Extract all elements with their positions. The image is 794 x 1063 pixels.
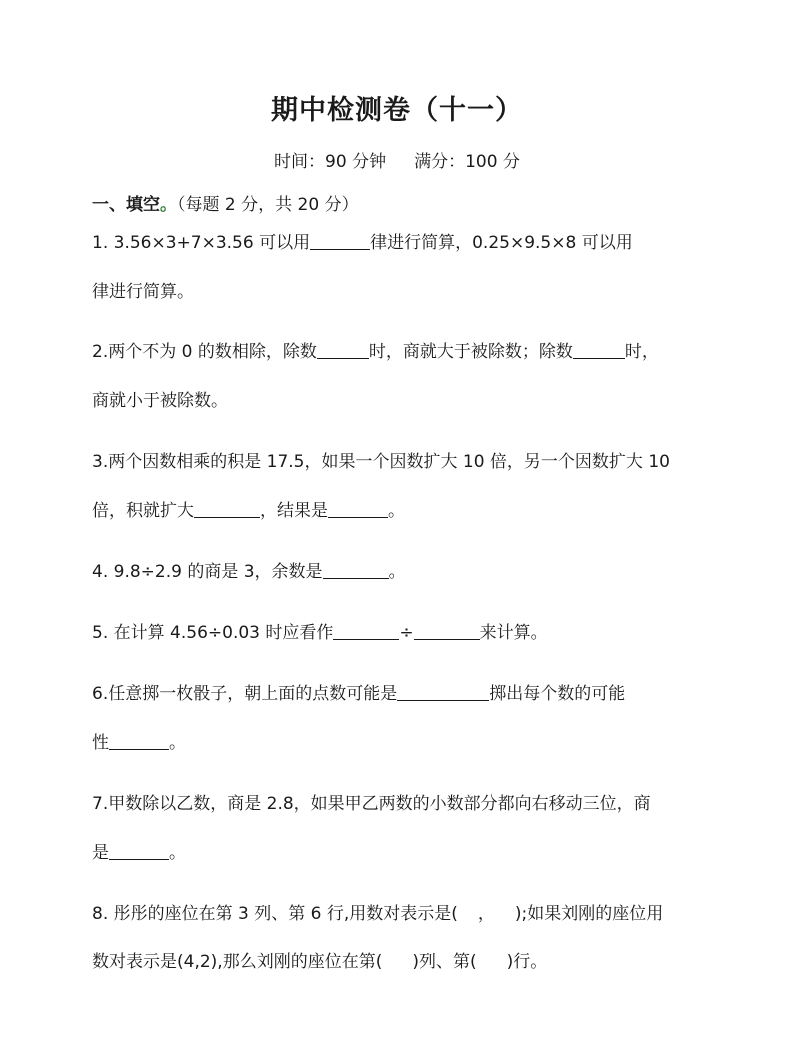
question-8-line-1 xyxy=(92,899,663,924)
question-text: 。 xyxy=(388,501,405,521)
question-text: 6.任意掷一枚骰子，朝上面的点数可能是 xyxy=(92,684,398,704)
question-text: 来计算。 xyxy=(479,623,548,643)
section-dot: 。 xyxy=(160,195,177,215)
question-7-line-2 xyxy=(92,838,186,863)
answer-blank[interactable] xyxy=(573,341,625,359)
question-text: 8. 彤彤的座位在第 3 列、第 6 行,用数对表示是( xyxy=(92,904,458,924)
question-text: ， xyxy=(477,904,495,924)
question-text: 时， xyxy=(624,342,659,362)
question-text: 律进行简算。 xyxy=(92,282,194,302)
question-text: 4. 9.8÷2.9 的商是 3，余数是 xyxy=(92,562,323,582)
section-title: 一、填空 xyxy=(92,195,160,215)
question-text: )行。 xyxy=(506,952,548,972)
question-6-line-2 xyxy=(92,728,186,753)
question-text: 2.两个不为 0 的数相除，除数 xyxy=(92,342,317,362)
question-text: 5. 在计算 4.56÷0.03 时应看作 xyxy=(92,623,334,643)
question-text: );如果刘刚的座位用 xyxy=(514,904,664,924)
answer-blank[interactable] xyxy=(194,500,260,518)
section-note: （每题 2 分，共 20 分） xyxy=(177,195,359,215)
question-text: 是 xyxy=(92,843,109,863)
question-text: )列、第( xyxy=(412,952,477,972)
answer-blank[interactable] xyxy=(414,622,480,640)
question-text: 。 xyxy=(388,562,406,582)
section-heading xyxy=(92,190,359,215)
answer-blank[interactable] xyxy=(397,683,489,701)
question-text: 倍，积就扩大 xyxy=(92,501,194,521)
answer-blank[interactable] xyxy=(109,732,169,750)
question-text: 。 xyxy=(169,733,186,753)
question-3-line-1 xyxy=(92,447,670,472)
question-text: 时，商就大于被除数；除数 xyxy=(368,342,573,362)
question-text: 数对表示是(4,2),那么刘刚的座位在第( xyxy=(92,952,383,972)
question-text: 7.甲数除以乙数，商是 2.8，如果甲乙两数的小数部分都向右移动三位，商 xyxy=(92,794,651,814)
question-2-line-2 xyxy=(92,386,228,411)
question-text: 1. 3.56×3+7×3.56 可以用 xyxy=(92,233,311,253)
answer-blank[interactable] xyxy=(328,500,388,518)
question-text: 性 xyxy=(92,733,109,753)
answer-blank[interactable] xyxy=(109,842,169,860)
question-text: 掷出每个数的可能 xyxy=(489,684,626,704)
question-6-line-1 xyxy=(92,679,625,704)
time-limit: 时间：90 分钟 xyxy=(274,152,387,172)
question-text: 商就小于被除数。 xyxy=(92,391,228,411)
question-8-line-2 xyxy=(92,947,547,972)
question-1-line-1 xyxy=(92,228,633,253)
question-3-line-2 xyxy=(92,496,405,521)
question-text: 3.两个因数相乘的积是 17.5，如果一个因数扩大 10 倍，另一个因数扩大 10 xyxy=(92,452,670,472)
question-2-line-1 xyxy=(92,337,659,362)
exam-meta xyxy=(0,147,794,172)
question-text: ÷ xyxy=(399,623,414,643)
question-text: 。 xyxy=(169,843,186,863)
question-4 xyxy=(92,557,406,582)
page-title: 期中检测卷（十一） xyxy=(271,95,523,126)
question-1-line-2 xyxy=(92,277,194,302)
question-5 xyxy=(92,618,548,643)
question-text: ，结果是 xyxy=(260,501,328,521)
answer-blank[interactable] xyxy=(333,622,399,640)
question-text: 律进行简算，0.25×9.5×8 可以用 xyxy=(370,233,633,253)
answer-blank[interactable] xyxy=(317,341,369,359)
full-score: 满分：100 分 xyxy=(414,152,520,172)
answer-blank[interactable] xyxy=(323,561,389,579)
question-7-line-1 xyxy=(92,789,651,814)
answer-blank[interactable] xyxy=(310,232,370,250)
